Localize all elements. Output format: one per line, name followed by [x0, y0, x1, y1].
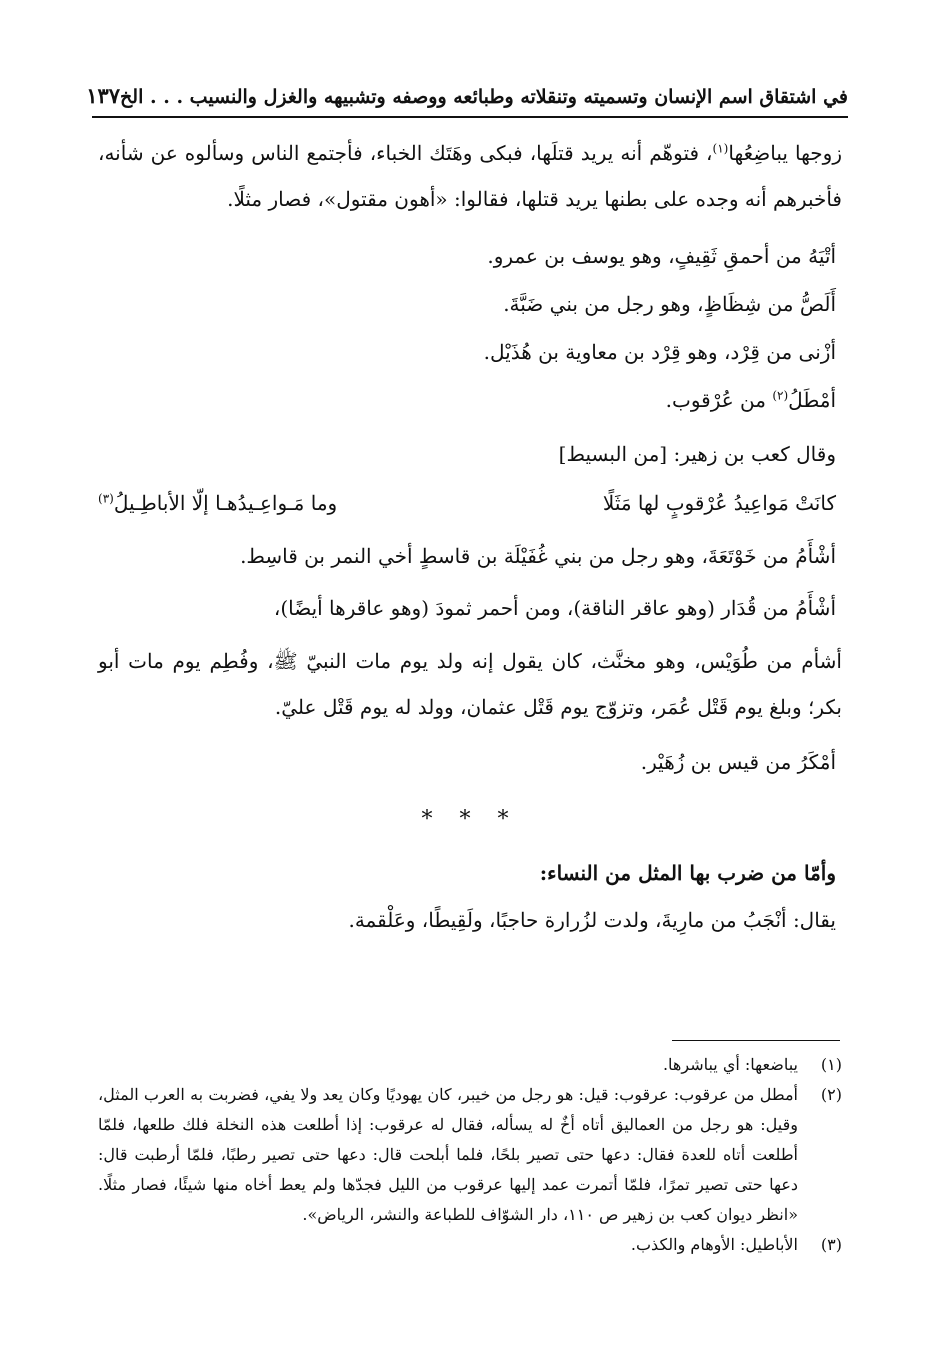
footnote-number: (٣) [820, 1235, 842, 1254]
tuways-paragraph: أشأم من طُوَيْس، وهو مخنَّث، كان يقول إنه ولد يوم مات النبيّ ﷺ، وفُطِم يوم مات أبو بكر؛ وبلغ يوم قَتْل عُمَر، وتزوّج يوم قَتْل عثمان، وولد له يوم قَتْل عليّ. [98, 649, 842, 719]
proverb-line-with-note [98, 376, 842, 424]
footnote-item [98, 1050, 842, 1080]
section-separator: * * * [421, 807, 519, 832]
proverb-line: أشْأَمُ من قُدَار (وهو عاقر الناقة)، ومن أحمر ثمودَ (وهو عاقرها أيضًا)، [273, 596, 836, 620]
section-subheading: وأمّا من ضرب بها المثل من النساء: [539, 861, 836, 885]
footnote-number: (٢) [820, 1085, 842, 1104]
footnote-number: (١) [820, 1055, 842, 1074]
page-number: ١٣٧ [86, 83, 121, 108]
verse-second-hemistich: وما مَـواعِـيدُهـا إلّا الأباطِـيلُ [113, 491, 338, 515]
proverb-line: أشْأَمُ من خَوْتَعَةَ، وهو رجل من بني غُفَيْلَة بن قاسطٍ أخي النمر بن قاسِط. [240, 544, 836, 568]
footnotes [98, 1050, 842, 1260]
intro-text-start: زوجها يباضِعُها [728, 141, 842, 165]
poet-intro: وقال كعب بن زهير: [من البسيط] [558, 442, 836, 466]
running-title: في اشتقاق اسم الإنسان وتسميته وتنقلاته وطبائعه ووصفه وتشبيهه والغزل والنسيب . . . الخ [120, 86, 848, 108]
proverb-line: أَلَصُّ من شِظَاظٍ، وهو رجل من بني ضَبَّةَ. [503, 292, 836, 316]
main-text [98, 130, 842, 944]
footnote-ref-1: (١) [712, 141, 729, 156]
footnote-item [98, 1080, 842, 1230]
footnote-item [98, 1230, 842, 1260]
verse-first-hemistich: كانَتْ مَواعِيدُ عُرْقوبٍ لها مَثَلًا [602, 491, 836, 515]
proverb-line: أمْكَرُ من قيس بن زُهَيْر. [640, 750, 836, 774]
footnote-text: يباضعها: أي يباشرها. [662, 1055, 798, 1074]
proverb-line: أتْيَهُ من أحمقِ ثَقِيفٍ، وهو يوسف بن عمرو. [487, 244, 836, 268]
footnote-ref-2: (٢) [772, 388, 789, 403]
footnote-ref-3: (٣) [98, 491, 114, 506]
poetry-verse [98, 478, 842, 528]
verse-second-hemistich-wrap [98, 478, 337, 528]
footnote-divider [672, 1040, 840, 1041]
running-header [86, 78, 848, 118]
intro-paragraph [98, 130, 842, 222]
footnote-text: الأباطيل: الأوهام والكذب. [630, 1235, 798, 1254]
closing-line: يقال: أنْجَبُ من مارِيةَ، ولدت لزُرارة حاجبًا، ولَقِيطًا، وعَلْقمة. [348, 908, 836, 932]
proverb-end: من عُرْقوب. [665, 388, 773, 412]
intro-text-end: ، فتوهّم أنه يريد قتلَها، فبكى وهَتَك الخباء، فأجتمع الناس وسألوه عن شأنه، فأخبرهم أنه وجده على بطنها يريد قتلها، فقالوا: «أهون مقتول»، فصار مثلًا. [98, 141, 842, 211]
proverb-start: أمْطَلُ [788, 388, 836, 412]
proverb-line: أزْنى من قِرْد، وهو قِرْد بن معاوية بن هُذَيْل. [483, 340, 836, 364]
footnote-text: أمطل من عرقوب: عرقوب: قيل: هو رجل من خيبر، كان يهوديًا وكان يعد ولا يفي، فضربت به العرب المثل، وقيل: هو رجل من العماليق أتاه أخٌ له يسأله، فقال له عرقوب: إذا أطلعت هذه النخلة فلك طلعها، فلمّا أطلعت أتاه للعدة فقال: دعها حتى تصير بلحًا، فلما أبلحت قال: دعها حتى تصير رطبًا، فلمّا أرطبت قال: دعها حتى تصير تمرًا، فلمّا أتمرت عمد إليها عرقوب من الليل فجدّها ولم يعط أخاه منها شيئًا، فصار مثلًا. «انظر ديوان كعب بن زهير ص ١١٠، دار الشوّاف للطباعة والنشر، الرياض». [98, 1085, 798, 1224]
